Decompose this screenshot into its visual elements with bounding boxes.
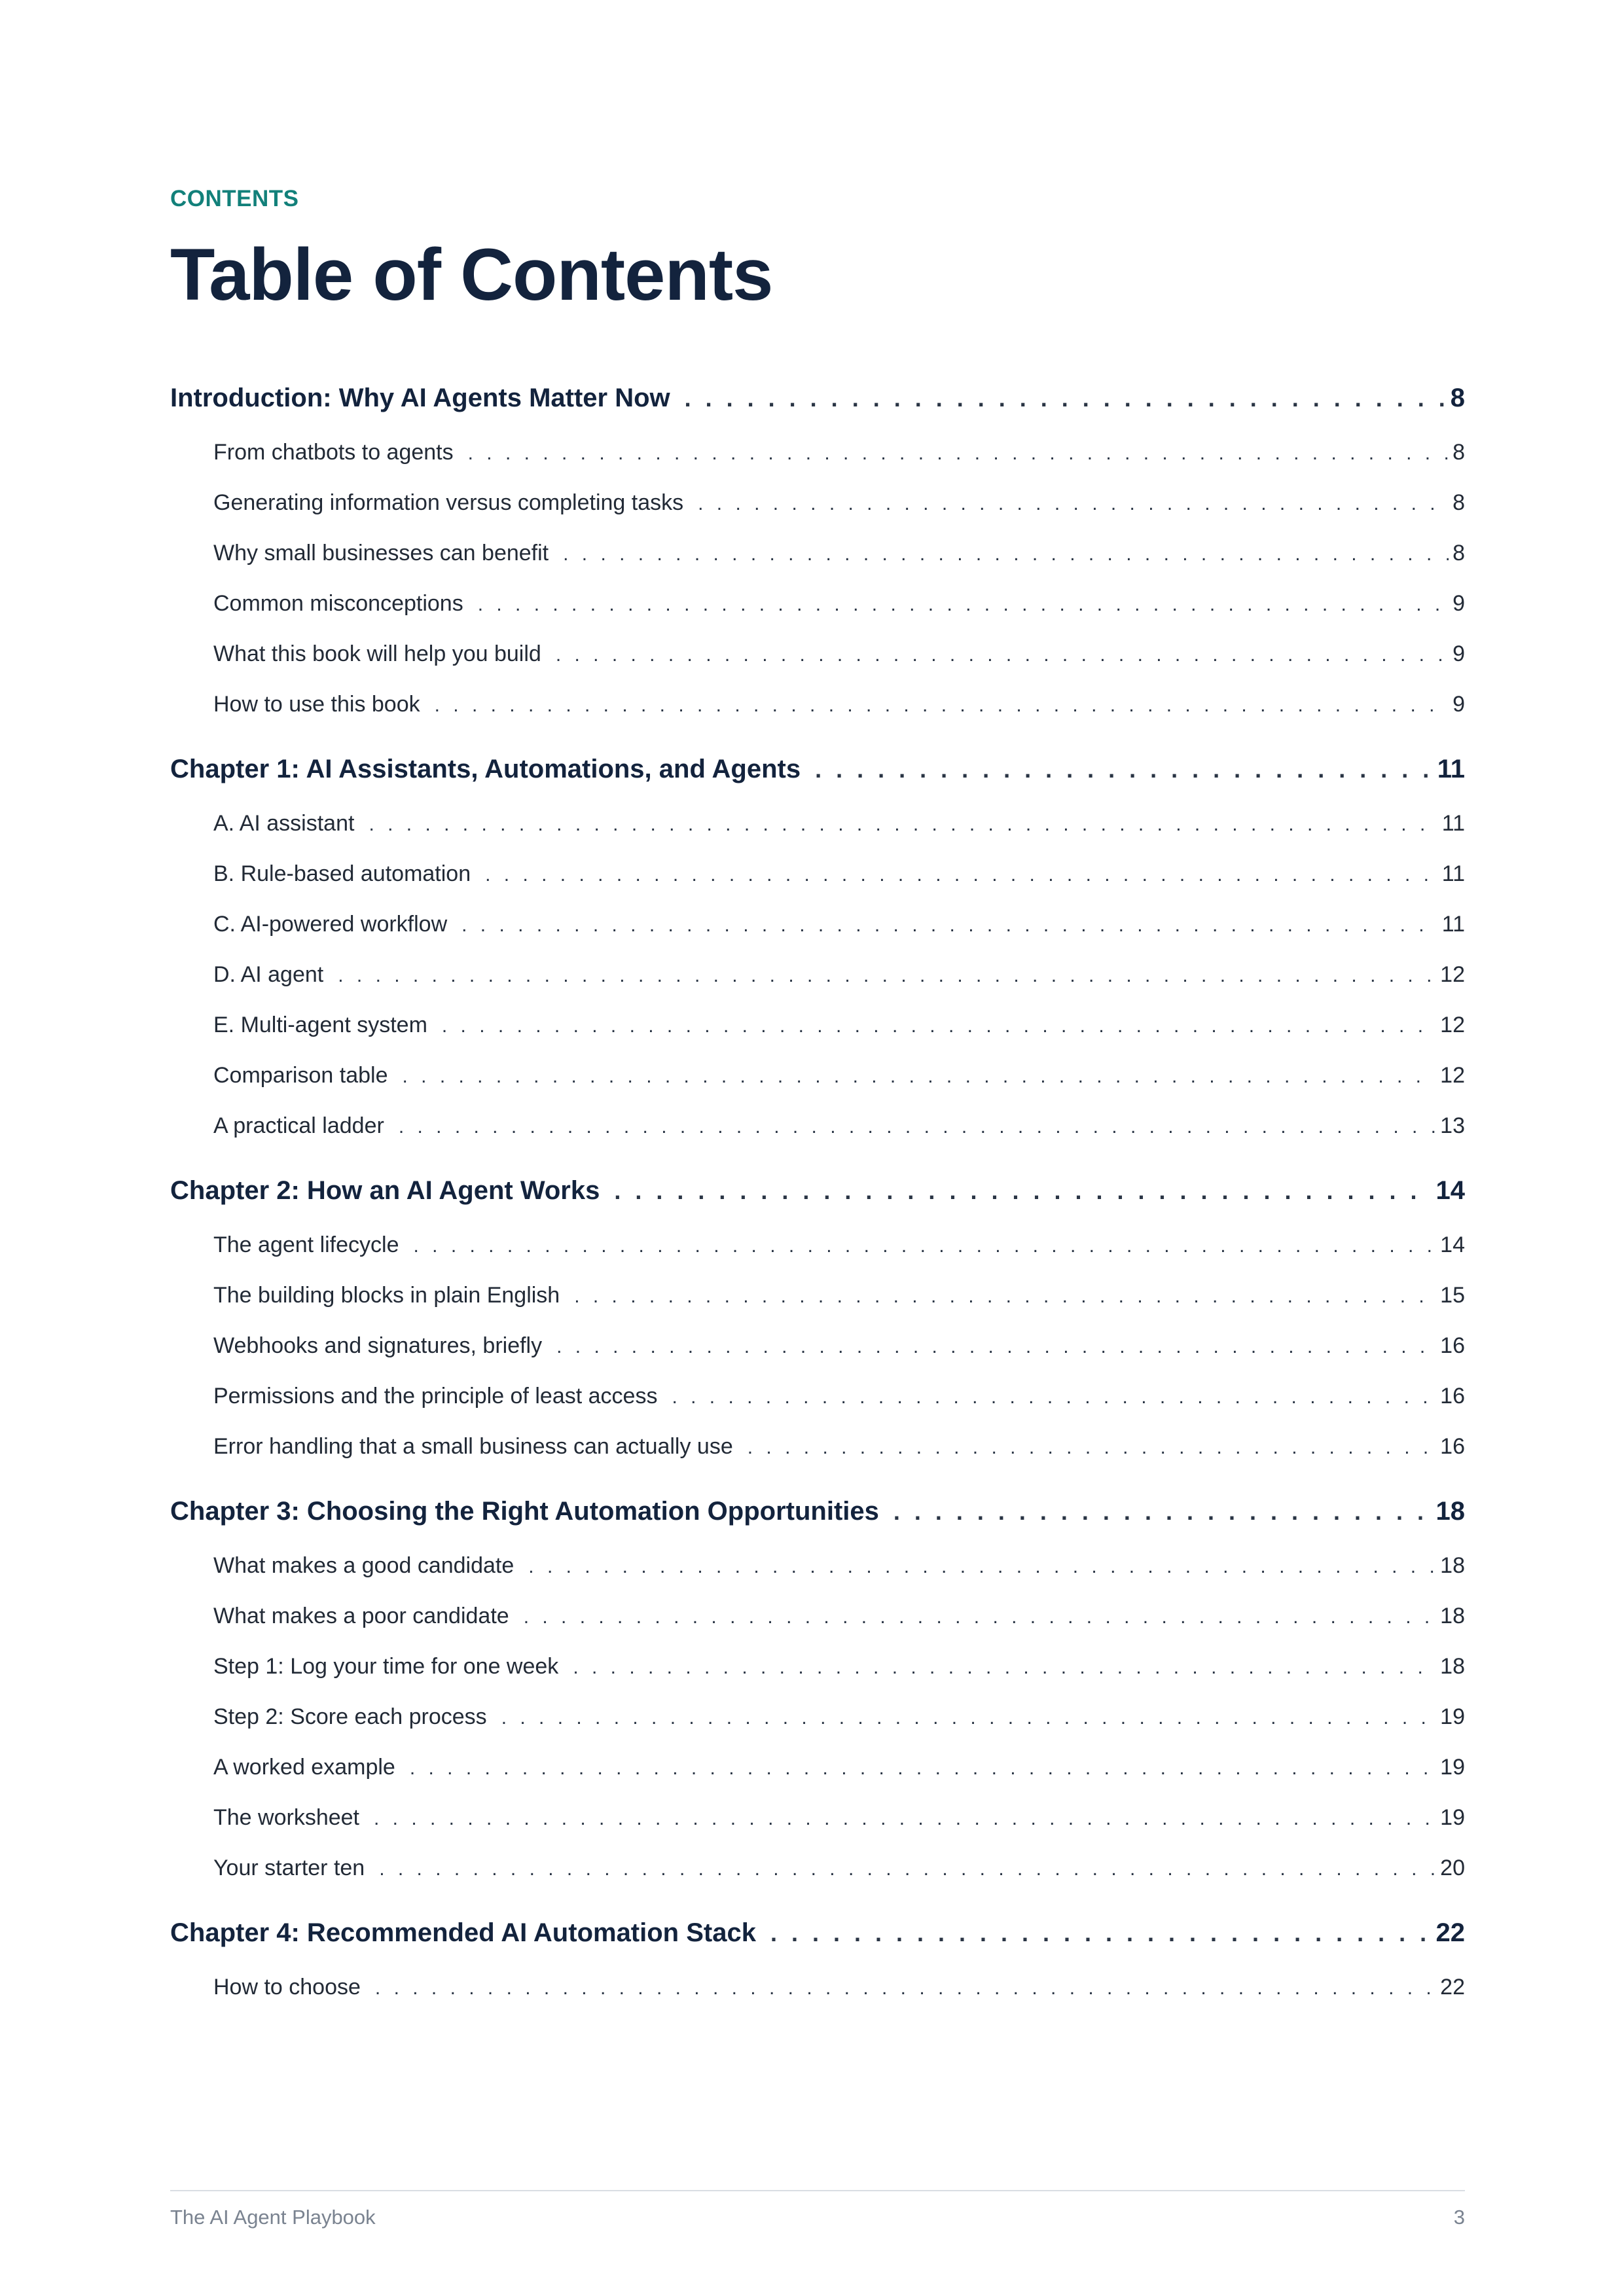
dot-leader	[685, 379, 1447, 418]
toc-subsection-entry[interactable]	[170, 1056, 1465, 1106]
toc-subsection-page: 11	[1441, 811, 1465, 836]
toc-subsection-page: 11	[1441, 861, 1465, 886]
toc-subsection-entry[interactable]	[170, 584, 1465, 634]
toc-subsection-page: 15	[1440, 1283, 1465, 1308]
toc-subsection-title: How to use this book	[213, 692, 420, 717]
toc-subsection-page: 12	[1440, 1013, 1465, 1037]
toc-chapter-title: Chapter 3: Choosing the Right Automation Opportunities	[170, 1497, 879, 1526]
dot-leader	[478, 585, 1449, 624]
toc-subsection-page: 14	[1440, 1232, 1465, 1257]
dot-leader	[614, 1172, 1432, 1210]
toc-subsection-page: 12	[1440, 962, 1465, 987]
toc-subsection-title: The building blocks in plain English	[213, 1283, 560, 1308]
toc-section	[170, 1171, 1465, 1477]
toc-subsection-entry[interactable]	[170, 1427, 1465, 1477]
dot-leader	[485, 855, 1438, 895]
toc-subsection-title: Comparison table	[213, 1063, 388, 1088]
toc-chapter-page: 11	[1437, 755, 1465, 783]
toc-subsection-entry[interactable]	[170, 1326, 1465, 1376]
toc-subsection-page: 8	[1453, 541, 1465, 565]
dot-leader	[501, 1698, 1436, 1738]
dot-leader	[573, 1648, 1436, 1687]
toc-subsection-title: C. AI-powered workflow	[213, 912, 448, 937]
toc-subsection-page: 18	[1440, 1604, 1465, 1628]
toc-chapter-entry[interactable]	[170, 1913, 1465, 1952]
dot-leader	[528, 1547, 1436, 1587]
toc-section	[170, 378, 1465, 735]
toc-subsection-entry[interactable]	[170, 433, 1465, 483]
toc-subsection-title: A worked example	[213, 1755, 395, 1780]
dot-leader	[461, 906, 1438, 945]
toc-subsection-title: Error handling that a small business can actually use	[213, 1434, 733, 1459]
toc-subsection-title: D. AI agent	[213, 962, 324, 987]
toc-subsection-entry[interactable]	[170, 533, 1465, 584]
toc-subsection-title: The agent lifecycle	[213, 1232, 399, 1257]
toc-subsection-title: How to choose	[213, 1975, 361, 2000]
toc-subsection-title: E. Multi-agent system	[213, 1013, 427, 1037]
toc-subsection-page: 18	[1440, 1654, 1465, 1679]
toc-chapter-title: Chapter 1: AI Assistants, Automations, and Agents	[170, 755, 801, 783]
toc-subsection-page: 22	[1440, 1975, 1465, 2000]
toc-subsection-page: 8	[1453, 440, 1465, 465]
toc-chapter-entry[interactable]	[170, 1171, 1465, 1210]
toc-subsection-title: B. Rule-based automation	[213, 861, 471, 886]
dot-leader	[893, 1492, 1432, 1531]
toc-subsection-entry[interactable]	[170, 1106, 1465, 1157]
toc-subsection-page: 16	[1440, 1333, 1465, 1358]
toc-subsection-entry[interactable]	[170, 1697, 1465, 1748]
toc-chapter-title: Chapter 4: Recommended AI Automation Stack	[170, 1918, 756, 1947]
table-of-contents	[170, 378, 1465, 2018]
toc-subsection-page: 9	[1453, 591, 1465, 616]
dot-leader	[442, 1007, 1436, 1046]
toc-chapter-entry[interactable]	[170, 378, 1465, 418]
toc-subsection-page: 16	[1440, 1384, 1465, 1408]
toc-subsection-entry[interactable]	[170, 1596, 1465, 1647]
toc-subsection-page: 9	[1453, 641, 1465, 666]
dot-leader	[698, 484, 1449, 524]
toc-chapter-page: 14	[1435, 1176, 1465, 1205]
dot-leader	[414, 1227, 1437, 1266]
toc-subsection-title: What this book will help you build	[213, 641, 541, 666]
toc-subsection-page: 8	[1453, 490, 1465, 515]
footer-divider	[170, 2190, 1465, 2191]
dot-leader	[435, 686, 1449, 725]
toc-chapter-title: Introduction: Why AI Agents Matter Now	[170, 384, 670, 412]
toc-subsection-title: Step 2: Score each process	[213, 1704, 487, 1729]
toc-subsection-entry[interactable]	[170, 685, 1465, 735]
toc-subsection-page: 18	[1440, 1553, 1465, 1578]
toc-subsection-entry[interactable]	[170, 1798, 1465, 1848]
toc-subsection-title: Generating information versus completing tasks	[213, 490, 684, 515]
toc-subsection-page: 16	[1440, 1434, 1465, 1459]
toc-section	[170, 1913, 1465, 2018]
toc-subsection-entry[interactable]	[170, 905, 1465, 955]
page-title: Table of Contents	[170, 234, 773, 315]
toc-subsection-title: From chatbots to agents	[213, 440, 454, 465]
dot-leader	[410, 1749, 1436, 1788]
toc-subsection-page: 19	[1440, 1755, 1465, 1780]
toc-subsection-title: Step 1: Log your time for one week	[213, 1654, 559, 1679]
toc-subsection-page: 20	[1440, 1856, 1465, 1880]
dot-leader	[369, 805, 1437, 844]
toc-subsection-title: A practical ladder	[213, 1113, 384, 1138]
dot-leader	[374, 1799, 1436, 1839]
toc-chapter-entry[interactable]	[170, 1492, 1465, 1531]
dot-leader	[338, 956, 1436, 996]
toc-chapter-entry[interactable]	[170, 749, 1465, 789]
dot-leader	[379, 1850, 1436, 1889]
toc-subsection-entry[interactable]	[170, 854, 1465, 905]
dot-leader	[375, 1969, 1436, 2008]
toc-chapter-title: Chapter 2: How an AI Agent Works	[170, 1176, 600, 1205]
footer-page-number: 3	[1453, 2206, 1465, 2229]
toc-subsection-title: Common misconceptions	[213, 591, 463, 616]
toc-subsection-entry[interactable]	[170, 1647, 1465, 1697]
toc-subsection-title: Why small businesses can benefit	[213, 541, 549, 565]
toc-subsection-page: 12	[1440, 1063, 1465, 1088]
dot-leader	[770, 1914, 1432, 1952]
toc-subsection-entry[interactable]	[170, 955, 1465, 1005]
toc-subsection-page: 13	[1440, 1113, 1465, 1138]
toc-subsection-entry[interactable]	[170, 804, 1465, 854]
dot-leader	[468, 434, 1449, 473]
toc-subsection-entry[interactable]	[170, 1005, 1465, 1056]
toc-subsection-entry[interactable]	[170, 1276, 1465, 1326]
toc-chapter-page: 18	[1435, 1497, 1465, 1526]
dot-leader	[399, 1107, 1436, 1147]
toc-subsection-page: 9	[1453, 692, 1465, 717]
dot-leader	[672, 1378, 1436, 1417]
toc-subsection-entry[interactable]	[170, 1848, 1465, 1899]
toc-subsection-title: What makes a good candidate	[213, 1553, 514, 1578]
toc-subsection-title: Webhooks and signatures, briefly	[213, 1333, 543, 1358]
toc-subsection-title: A. AI assistant	[213, 811, 355, 836]
toc-chapter-page: 22	[1435, 1918, 1465, 1947]
toc-subsection-title: Permissions and the principle of least access	[213, 1384, 658, 1408]
dot-leader	[402, 1057, 1436, 1096]
dot-leader	[524, 1598, 1436, 1637]
toc-subsection-entry[interactable]	[170, 483, 1465, 533]
dot-leader	[556, 636, 1449, 675]
toc-subsection-page: 19	[1440, 1805, 1465, 1830]
toc-subsection-entry[interactable]	[170, 1225, 1465, 1276]
toc-subsection-entry[interactable]	[170, 1546, 1465, 1596]
toc-subsection-entry[interactable]	[170, 1376, 1465, 1427]
toc-subsection-entry[interactable]	[170, 1967, 1465, 2018]
toc-subsection-title: Your starter ten	[213, 1856, 365, 1880]
dot-leader	[563, 535, 1449, 574]
toc-section	[170, 749, 1465, 1157]
dot-leader	[748, 1428, 1436, 1467]
toc-subsection-page: 19	[1440, 1704, 1465, 1729]
section-kicker: CONTENTS	[170, 186, 299, 211]
footer-book-title: The AI Agent Playbook	[170, 2206, 376, 2229]
dot-leader	[556, 1327, 1436, 1367]
toc-section	[170, 1492, 1465, 1899]
toc-subsection-entry[interactable]	[170, 634, 1465, 685]
dot-leader	[815, 750, 1434, 789]
dot-leader	[574, 1277, 1436, 1316]
toc-subsection-entry[interactable]	[170, 1748, 1465, 1798]
document-page	[170, 0, 1465, 2296]
toc-subsection-page: 11	[1441, 912, 1465, 937]
toc-subsection-title: What makes a poor candidate	[213, 1604, 509, 1628]
toc-chapter-page: 8	[1450, 384, 1465, 412]
toc-subsection-title: The worksheet	[213, 1805, 359, 1830]
